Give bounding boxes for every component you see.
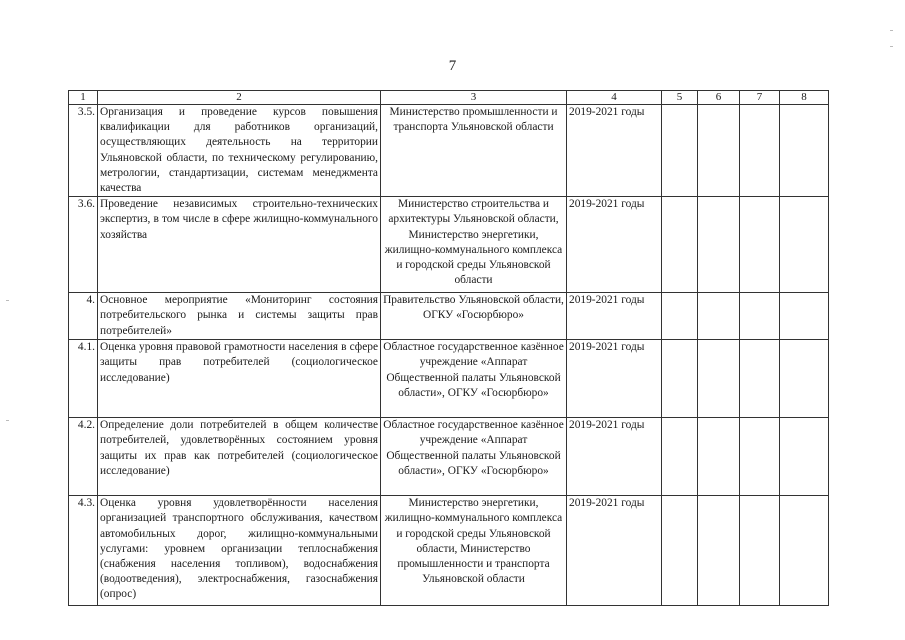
- header-cell: 3: [381, 91, 567, 105]
- empty-cell: [662, 418, 698, 496]
- table-row: [69, 496, 829, 606]
- empty-cell: [662, 496, 698, 606]
- empty-cell: [698, 293, 740, 340]
- row-responsible: Министерство энергетики, жилищно-коммунального комплекса и городской среды Ульяновской области, Министерство промышленности и транспорта Ульяновской области: [381, 496, 567, 606]
- row-description: Организация и проведение курсов повышения квалификации для работников организаций, осуществляющих деятельность на территории Ульяновской области, по техническому регулированию, метрологии, стандартизации, системам менеджмента качества: [98, 105, 381, 197]
- table-row: [69, 105, 829, 197]
- header-cell: 4: [567, 91, 662, 105]
- empty-cell: [740, 496, 780, 606]
- empty-cell: [780, 340, 829, 418]
- table-row: [69, 197, 829, 293]
- empty-cell: [740, 197, 780, 293]
- empty-cell: [662, 340, 698, 418]
- empty-cell: [780, 293, 829, 340]
- row-description: Оценка уровня удовлетворённости населения организацией транспортного обслуживания, качеством автомобильных дорог, жилищно-коммунальными услугами: уровнем организации теплоснабжения (снабжения населения топливом), водоснабжения (водоотведения), электроснабжения, газоснабжения (опрос): [98, 496, 381, 606]
- row-number: 3.5.: [69, 105, 98, 197]
- empty-cell: [740, 340, 780, 418]
- row-term: 2019-2021 годы: [567, 418, 662, 496]
- empty-cell: [780, 105, 829, 197]
- empty-cell: [740, 293, 780, 340]
- header-cell: 5: [662, 91, 698, 105]
- empty-cell: [780, 496, 829, 606]
- empty-cell: [698, 197, 740, 293]
- empty-cell: [698, 105, 740, 197]
- row-responsible: Областное государственное казённое учреждение «Аппарат Общественной палаты Ульяновской области», ОГКУ «Госюрбюро»: [381, 418, 567, 496]
- row-number: 4.3.: [69, 496, 98, 606]
- empty-cell: [698, 418, 740, 496]
- table-row: [69, 340, 829, 418]
- header-cell: 2: [98, 91, 381, 105]
- row-term: 2019-2021 годы: [567, 340, 662, 418]
- table-row: [69, 418, 829, 496]
- empty-cell: [662, 105, 698, 197]
- empty-cell: [740, 418, 780, 496]
- empty-cell: [780, 418, 829, 496]
- empty-cell: [662, 293, 698, 340]
- empty-cell: [662, 197, 698, 293]
- row-description: Проведение независимых строительно-технических экспертиз, в том числе в сфере жилищно-коммунального хозяйства: [98, 197, 381, 293]
- header-cell: 8: [780, 91, 829, 105]
- row-term: 2019-2021 годы: [567, 496, 662, 606]
- empty-cell: [780, 197, 829, 293]
- scan-artifact: [6, 420, 9, 421]
- row-description: Основное мероприятие «Мониторинг состояния потребительского рынка и системы защиты прав потребителей»: [98, 293, 381, 340]
- page-number: 7: [448, 58, 457, 74]
- measures-table: [68, 90, 829, 606]
- row-term: 2019-2021 годы: [567, 293, 662, 340]
- empty-cell: [740, 105, 780, 197]
- header-cell: 1: [69, 91, 98, 105]
- row-description: Оценка уровня правовой грамотности населения в сфере защиты прав потребителей (социологическое исследование): [98, 340, 381, 418]
- row-responsible: Министерство промышленности и транспорта Ульяновской области: [381, 105, 567, 197]
- row-responsible: Правительство Ульяновской области, ОГКУ «Госюрбюро»: [381, 293, 567, 340]
- scan-artifact: [890, 46, 893, 47]
- table-header-row: [69, 91, 829, 105]
- header-cell: 7: [740, 91, 780, 105]
- scan-artifact: [890, 30, 893, 31]
- row-term: 2019-2021 годы: [567, 197, 662, 293]
- table-row: [69, 293, 829, 340]
- scan-artifact: [6, 300, 9, 301]
- row-term: 2019-2021 годы: [567, 105, 662, 197]
- row-number: 4.2.: [69, 418, 98, 496]
- empty-cell: [698, 340, 740, 418]
- row-number: 3.6.: [69, 197, 98, 293]
- row-responsible: Министерство строительства и архитектуры Ульяновской области, Министерство энергетики, жилищно-коммунального комплекса и городской среды Ульяновской области: [381, 197, 567, 293]
- row-number: 4.1.: [69, 340, 98, 418]
- row-responsible: Областное государственное казённое учреждение «Аппарат Общественной палаты Ульяновской области», ОГКУ «Госюрбюро»: [381, 340, 567, 418]
- header-cell: 6: [698, 91, 740, 105]
- row-number: 4.: [69, 293, 98, 340]
- row-description: Определение доли потребителей в общем количестве потребителей, удовлетворённых состоянием уровня защиты их прав как потребителей (социологическое исследование): [98, 418, 381, 496]
- empty-cell: [698, 496, 740, 606]
